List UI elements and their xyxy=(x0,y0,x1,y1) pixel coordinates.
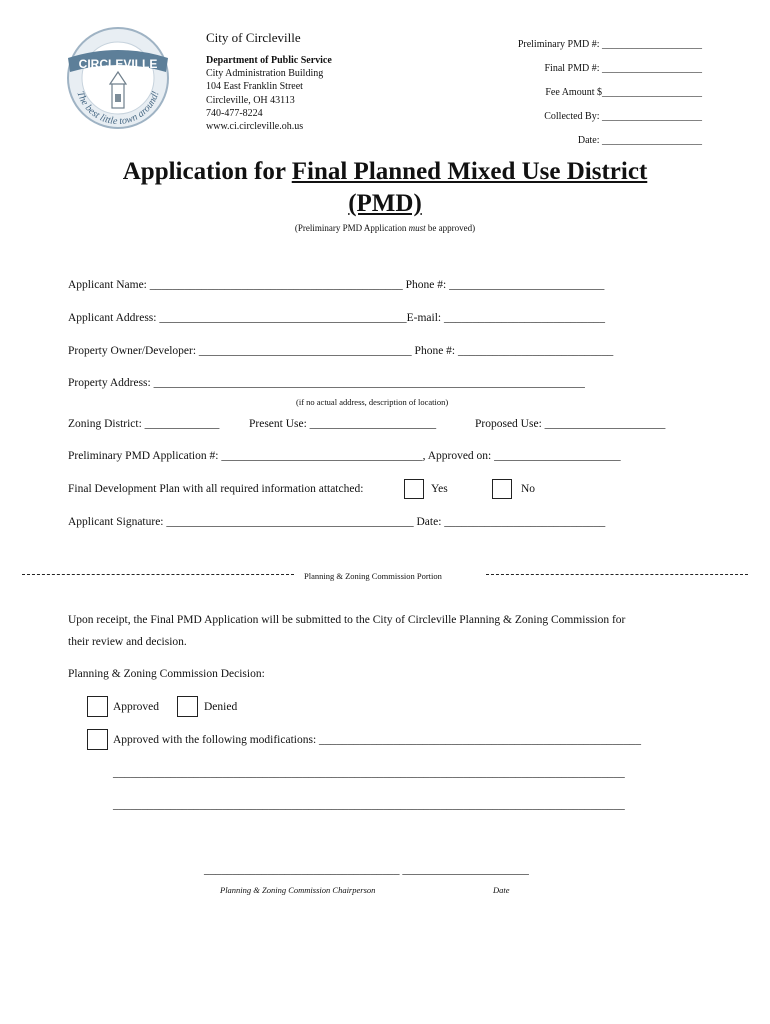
form-title-line2 xyxy=(0,190,770,218)
preliminary-application-field[interactable]: Preliminary PMD Application #: ___________________________________, Approved on: ______________________ xyxy=(68,450,621,462)
subtitle-after: be approved) xyxy=(425,223,476,233)
city-logo xyxy=(62,22,174,134)
office-date-field[interactable]: Date: ____________________ xyxy=(577,135,702,146)
decision-label: Planning & Zoning Commission Decision: xyxy=(68,668,265,680)
applicant-signature-field[interactable]: Applicant Signature: ___________________________________________ Date: ____________________________ xyxy=(68,516,606,528)
divider-left xyxy=(22,574,294,575)
subtitle-em: must xyxy=(408,223,426,233)
no-label: No xyxy=(521,483,536,495)
property-address-note: (if no actual address, description of location) xyxy=(296,397,449,407)
approved-checkbox[interactable] xyxy=(87,696,108,717)
modification-line-2[interactable]: _________________________________________________________________________________________ xyxy=(113,799,625,811)
yes-label: Yes xyxy=(431,483,448,495)
approved-mod-checkbox[interactable] xyxy=(87,729,108,750)
no-checkbox[interactable] xyxy=(492,479,512,499)
present-use-field[interactable]: Present Use: ______________________ xyxy=(249,418,437,430)
applicant-address-field[interactable]: Applicant Address: ___________________________________________E-mail: ____________________________ xyxy=(68,312,605,324)
form-title xyxy=(0,158,770,186)
logo-text: CIRCLEVILLE xyxy=(78,57,158,71)
department-name: Department of Public Service xyxy=(206,55,332,66)
yes-checkbox[interactable] xyxy=(404,479,424,499)
applicant-name-field[interactable]: Applicant Name: ____________________________________________ Phone #: ___________________________ xyxy=(68,279,605,291)
property-owner-field[interactable]: Property Owner/Developer: _____________________________________ Phone #: ___________________________ xyxy=(68,345,614,357)
commission-portion-label: Planning & Zoning Commission Portion xyxy=(304,571,442,581)
final-dev-plan-label: Final Development Plan with all required information attatched: xyxy=(68,483,364,495)
fee-amount-field[interactable]: Fee Amount $____________________ xyxy=(545,87,702,98)
approved-label: Approved xyxy=(113,701,159,713)
divider-right xyxy=(486,574,748,575)
collected-by-field[interactable]: Collected By: ____________________ xyxy=(544,111,702,122)
city-name: City of Circleville xyxy=(206,30,301,45)
preliminary-pmd-field[interactable]: Preliminary PMD #: ____________________ xyxy=(517,39,702,50)
proposed-use-field[interactable]: Proposed Use: _____________________ xyxy=(475,418,666,430)
phone-number: 740-477-8224 xyxy=(206,108,263,119)
form-subtitle xyxy=(0,223,770,233)
denied-label: Denied xyxy=(204,701,238,713)
modification-line-1[interactable]: _________________________________________________________________________________________ xyxy=(113,767,625,779)
logo-tagline: The best little town around! xyxy=(74,89,162,128)
chair-signature-line[interactable]: __________________________________ ______________________ xyxy=(204,864,529,876)
receipt-text-line1: Upon receipt, the Final PMD Application will be submitted to the City of Circleville Planning & Zoning Commission for xyxy=(68,614,626,626)
receipt-text-line2: their review and decision. xyxy=(68,636,187,648)
city-state-zip: Circleville, OH 43113 xyxy=(206,95,295,106)
chair-date-label: Date xyxy=(493,885,510,895)
subtitle-before: (Preliminary PMD Application xyxy=(294,223,409,233)
chairperson-label: Planning & Zoning Commission Chairperson xyxy=(220,885,376,895)
zoning-district-field[interactable]: Zoning District: _____________ xyxy=(68,418,220,430)
title-prefix: Application for xyxy=(122,158,292,185)
title-pmd: (PMD) xyxy=(348,190,422,217)
street-address: 104 East Franklin Street xyxy=(206,81,303,92)
building-name: City Administration Building xyxy=(206,68,324,79)
denied-checkbox[interactable] xyxy=(177,696,198,717)
property-address-field[interactable]: Property Address: ___________________________________________________________________________ xyxy=(68,377,585,389)
approved-mod-field[interactable]: Approved with the following modifications: ________________________________________________________ xyxy=(113,734,642,746)
title-underlined: Final Planned Mixed Use District xyxy=(291,158,648,185)
final-pmd-field[interactable]: Final PMD #: ____________________ xyxy=(544,63,702,74)
website: www.ci.circleville.oh.us xyxy=(206,121,304,132)
